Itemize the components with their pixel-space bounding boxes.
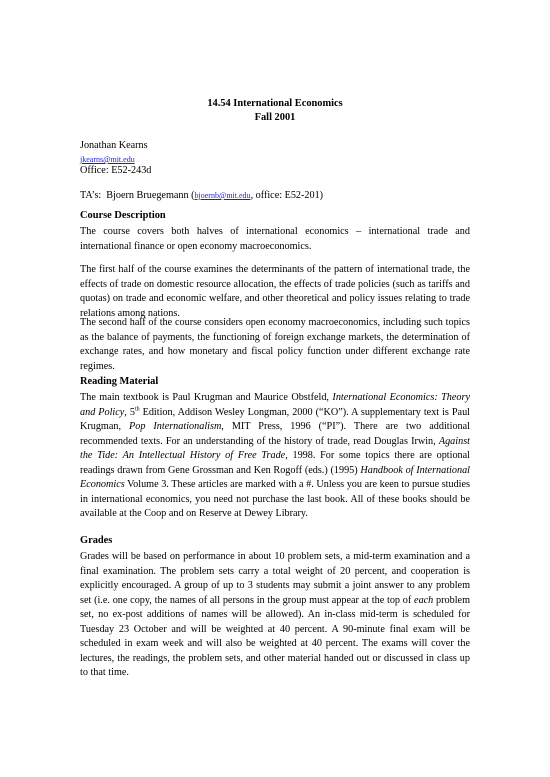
ta-name: Bjoern Bruegemann ( (106, 190, 195, 201)
ta-email-link[interactable]: bjoernb@mit.edu (194, 191, 251, 200)
instructor-office: Office: E52-243d (80, 165, 152, 176)
reading-text-3: Edition, Addison Wesley Longman, 2000 (“KO”). A supplementary text is Paul Krugman, (80, 406, 471, 432)
reading-paragraph (80, 391, 470, 522)
textbook-title: International Economics: Theory and Policy (80, 392, 471, 418)
edition-superscript: th (134, 406, 140, 413)
grades-heading: Grades (80, 535, 113, 546)
instructor-name: Jonathan Kearns (80, 140, 148, 151)
description-paragraph-3: The second half of the course considers open economy macroeconomics, including such topics as the balance of payments, the functioning of foreign exchange markets, the determination of exchange rates, and how monetary and fiscal policy function under different exchange rate regimes. (80, 317, 470, 372)
reading-text-2: , 5 (124, 406, 135, 418)
course-term: Fall 2001 (254, 112, 296, 123)
ta-office: , office: E52-201) (250, 190, 324, 201)
instructor-email-link[interactable]: jkearns@mit.edu (80, 155, 135, 164)
ta-line (80, 190, 323, 201)
course-description-heading: Course Description (80, 210, 166, 221)
history-book-title: Against the Tide: An Intellectual History of Free Trade (80, 435, 470, 461)
course-title: 14.54 International Economics (207, 98, 343, 109)
ta-label: TA’s: (80, 190, 102, 201)
supplementary-title: Pop Internationalism (129, 421, 222, 432)
reading-text-5: , 1998. For some topics there are optional readings drawn from Gene Grossman and Ken Rogoff (eds.) (1995) (80, 450, 470, 476)
handbook-title: Handbook of International Economics (80, 464, 470, 490)
reading-text-4: , MIT Press, 1996 (“PI”). There are two additional recommended texts. For an understanding of the history of trade, read Douglas Irwin, (80, 421, 470, 447)
reading-material-heading: Reading Material (80, 376, 159, 387)
grades-paragraph (80, 550, 470, 681)
description-paragraph-1: The course covers both halves of international economics – international trade and international finance or open economy macroeconomics. (80, 226, 470, 252)
grades-text-2: problem set, no ex-post additions of names will be allowed). An in-class mid-term is scheduled for Tuesday 23 October and will be weighted at 40 percent. A 90-minute final exam will be scheduled in exam week and will also be weighted at 40 percent. The exams will cover the lectures, the readings, the problem sets, and other material handed out or discussed in class up to that time. (80, 594, 470, 678)
grades-emphasis: each (414, 594, 434, 606)
description-paragraph-2: The first half of the course examines the determinants of the pattern of international trade, the effects of trade on domestic resource allocation, the effects of trade policies (such as tariffs and quotas) on trade and economic welfare, and other theoretical and policy issues relating to trade relations among nations. (80, 264, 470, 319)
reading-text-6: Volume 3. These articles are marked with a #. Unless you are keen to pursue studies in international economics, you need not purchase the last book. All of these books should be available at the Coop and on Reserve at Dewey Library. (80, 479, 470, 519)
reading-text-1: The main textbook is Paul Krugman and Maurice Obstfeld, (80, 392, 333, 403)
grades-text-1: Grades will be based on performance in about 10 problem sets, a mid-term examination and a final examination. The problem sets carry a total weight of 20 percent, and cooperation is explicitly encouraged. A group of up to 3 students may submit a joint answer to any problem set (i.e. one copy, the names of all persons in the group must appear at the top of (80, 551, 470, 606)
